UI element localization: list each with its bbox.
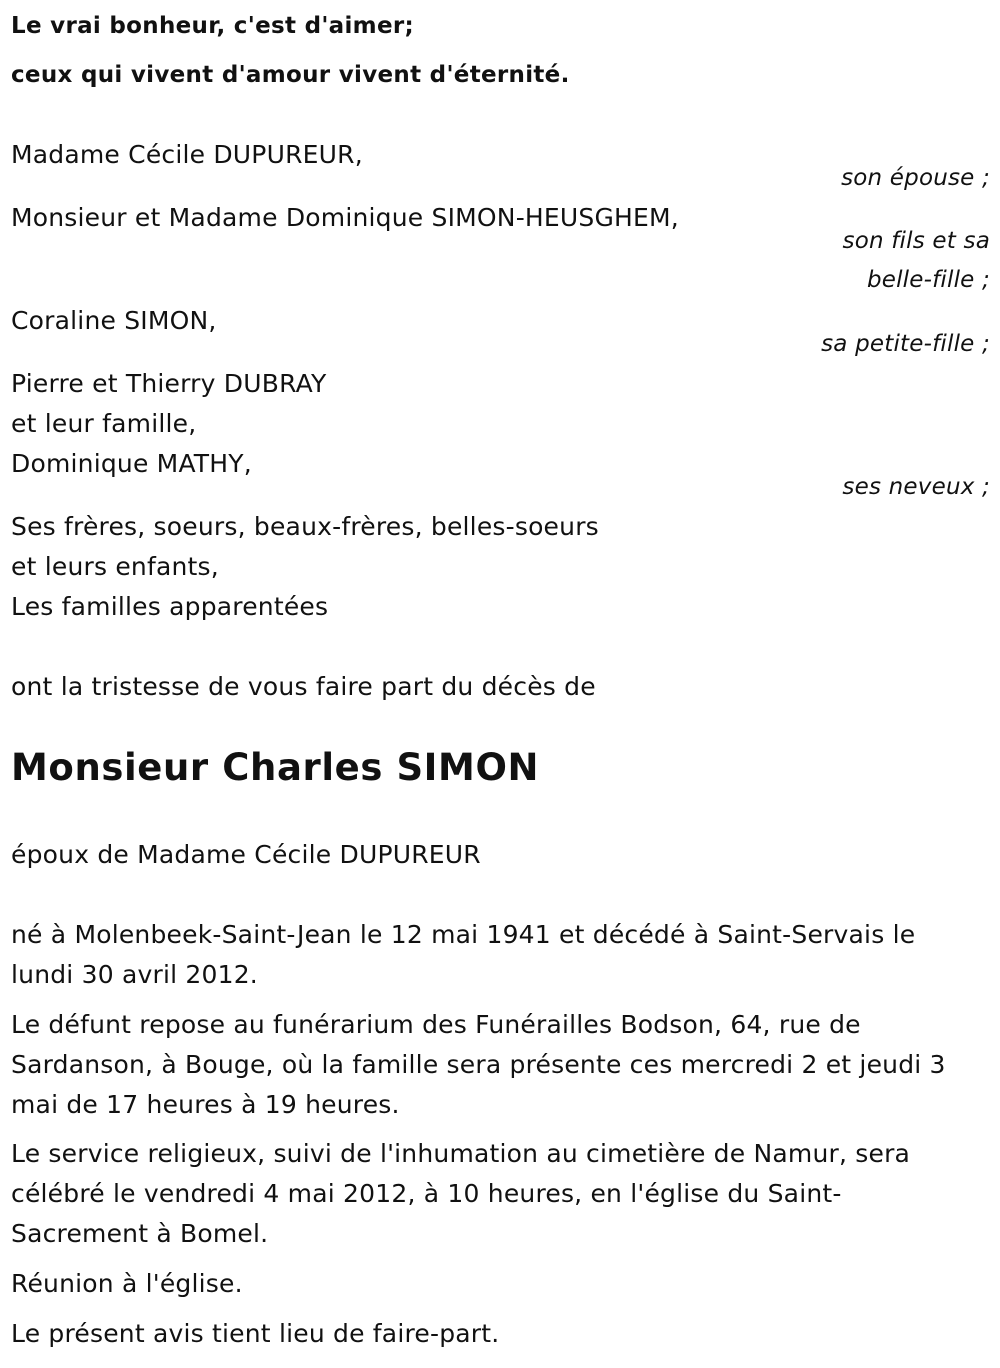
funerarium-line-2: Sardanson, à Bouge, où la famille sera présente ces mercredi 2 et jeudi 3 — [11, 1050, 946, 1079]
deceased-name: Monsieur Charles SIMON — [11, 746, 540, 789]
service-line-3: Sacrement à Bomel. — [11, 1219, 269, 1248]
service-line-1: Le service religieux, suivi de l'inhumation au cimetière de Namur, sera — [11, 1139, 911, 1168]
mourner-nephews-line-2: et leur famille, — [11, 409, 197, 438]
relation-spouse: son épouse ; — [841, 165, 990, 191]
relation-nephews: ses neveux ; — [842, 474, 990, 500]
mourner-nephews-line-1: Pierre et Thierry DUBRAY — [11, 369, 327, 398]
reunion-line: Réunion à l'église. — [11, 1269, 243, 1298]
mourner-siblings-line-1: Ses frères, soeurs, beaux-frères, belles-soeurs — [11, 512, 599, 541]
mourner-spouse: Madame Cécile DUPUREUR, — [11, 140, 363, 169]
birth-death-line-1: né à Molenbeek-Saint-Jean le 12 mai 1941 et décédé à Saint-Servais le — [11, 920, 916, 949]
mourner-nephews-line-3: Dominique MATHY, — [11, 449, 252, 478]
relation-granddaughter: sa petite-fille ; — [821, 331, 990, 357]
mourner-granddaughter: Coraline SIMON, — [11, 306, 217, 335]
mourner-son: Monsieur et Madame Dominique SIMON-HEUSGHEM, — [11, 203, 679, 232]
spouse-line: époux de Madame Cécile DUPUREUR — [11, 840, 481, 869]
closing-line: Le présent avis tient lieu de faire-part. — [11, 1319, 500, 1348]
epigraph-line-1: Le vrai bonheur, c'est d'aimer; — [11, 13, 414, 39]
epigraph-line-2: ceux qui vivent d'amour vivent d'éternité. — [11, 62, 570, 88]
funerarium-line-3: mai de 17 heures à 19 heures. — [11, 1090, 400, 1119]
birth-death-line-2: lundi 30 avril 2012. — [11, 960, 258, 989]
service-line-2: célébré le vendredi 4 mai 2012, à 10 heures, en l'église du Saint- — [11, 1179, 842, 1208]
relation-son-line-2: belle-fille ; — [866, 267, 990, 293]
mourner-siblings-line-2: et leurs enfants, — [11, 552, 219, 581]
relation-son-line-1: son fils et sa — [842, 228, 990, 254]
mourner-siblings-line-3: Les familles apparentées — [11, 592, 329, 621]
funerarium-line-1: Le défunt repose au funérarium des Funérailles Bodson, 64, rue de — [11, 1010, 861, 1039]
announcement: ont la tristesse de vous faire part du décès de — [11, 672, 596, 701]
